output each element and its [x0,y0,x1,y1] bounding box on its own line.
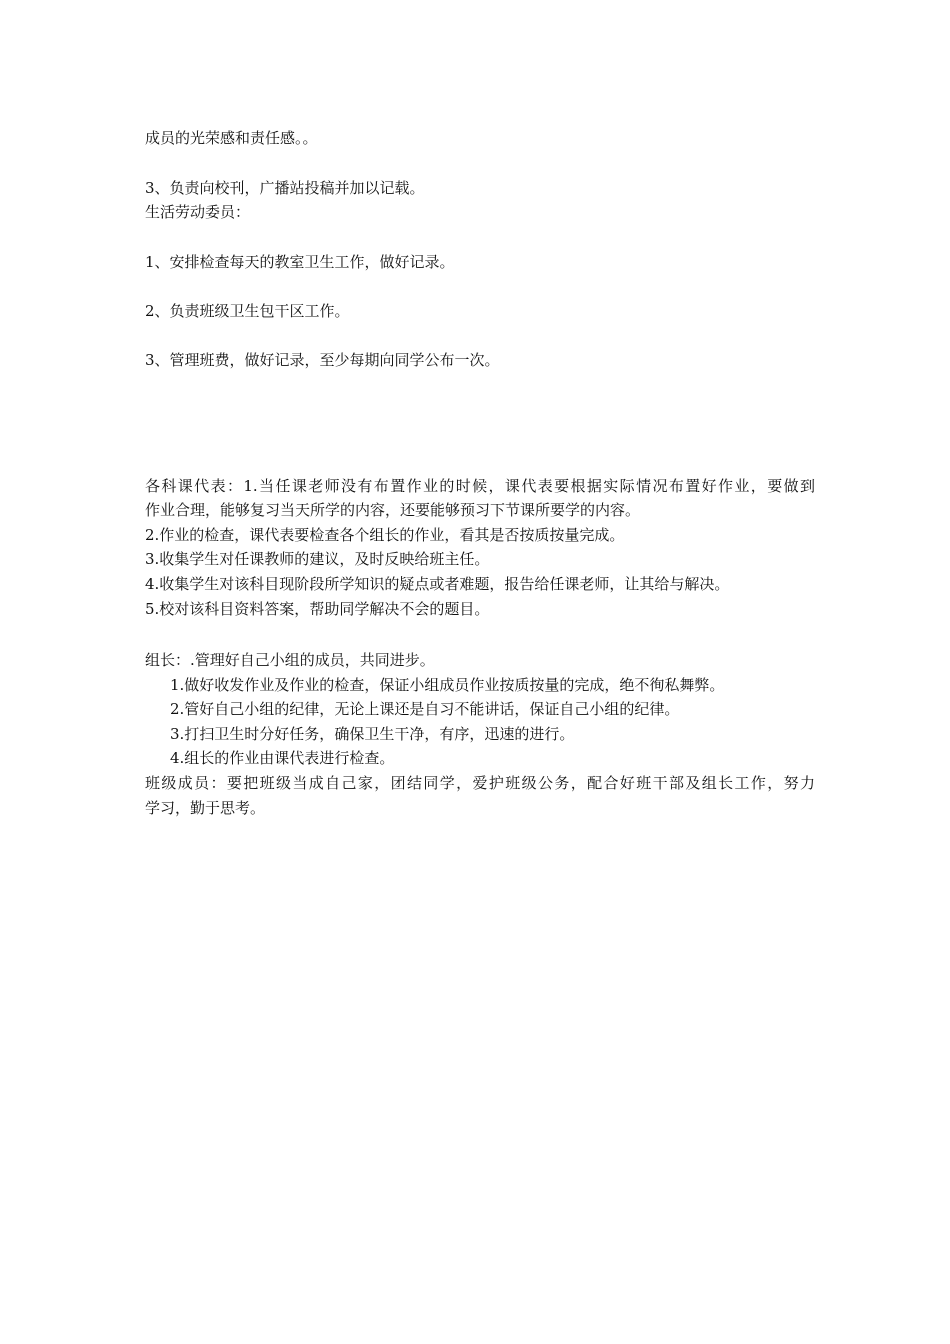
text-line: 生活劳动委员： [145,203,251,221]
text-line: 学习，勤于思考。 [145,799,266,817]
text-line: 班级成员：要把班级当成自己家，团结同学，爱护班级公务，配合好班干部及组长工作，努力 [145,774,815,792]
text-line: 4.收集学生对该科目现阶段所学知识的疑点或者难题，报告给任课老师，让其给与解决。 [145,575,730,593]
text-line: 3、负责向校刊，广播站投稿并加以记载。 [145,179,425,197]
text-line: 2.管好自己小组的纪律，无论上课还是自习不能讲话，保证自己小组的纪律。 [170,700,680,718]
text-line: 5.校对该科目资料答案，帮助同学解决不会的题目。 [145,600,490,618]
text-line: 3.收集学生对任课教师的建议，及时反映给班主任。 [145,550,490,568]
text-line: 4.组长的作业由课代表进行检查。 [170,749,395,767]
text-line: 各科课代表：1.当任课老师没有布置作业的时候，课代表要根据实际情况布置好作业，要做到 [145,477,815,495]
text-line: 1.做好收发作业及作业的检查，保证小组成员作业按质按量的完成，绝不徇私舞弊。 [170,676,725,694]
text-line: 成员的光荣感和责任感。。 [145,129,318,147]
text-line: 作业合理，能够复习当天所学的内容，还要能够预习下节课所要学的内容。 [145,501,641,519]
text-line: 1、安排检查每天的教室卫生工作，做好记录。 [145,253,455,271]
text-line: 2.作业的检查，课代表要检查各个组长的作业，看其是否按质按量完成。 [145,526,625,544]
text-line: 2、负责班级卫生包干区工作。 [145,302,350,320]
text-line: 3.打扫卫生时分好任务，确保卫生干净，有序，迅速的进行。 [170,725,575,743]
text-line: 3、管理班费，做好记录，至少每期向同学公布一次。 [145,351,500,369]
text-line: 组长：.管理好自己小组的成员，共同进步。 [145,651,435,669]
